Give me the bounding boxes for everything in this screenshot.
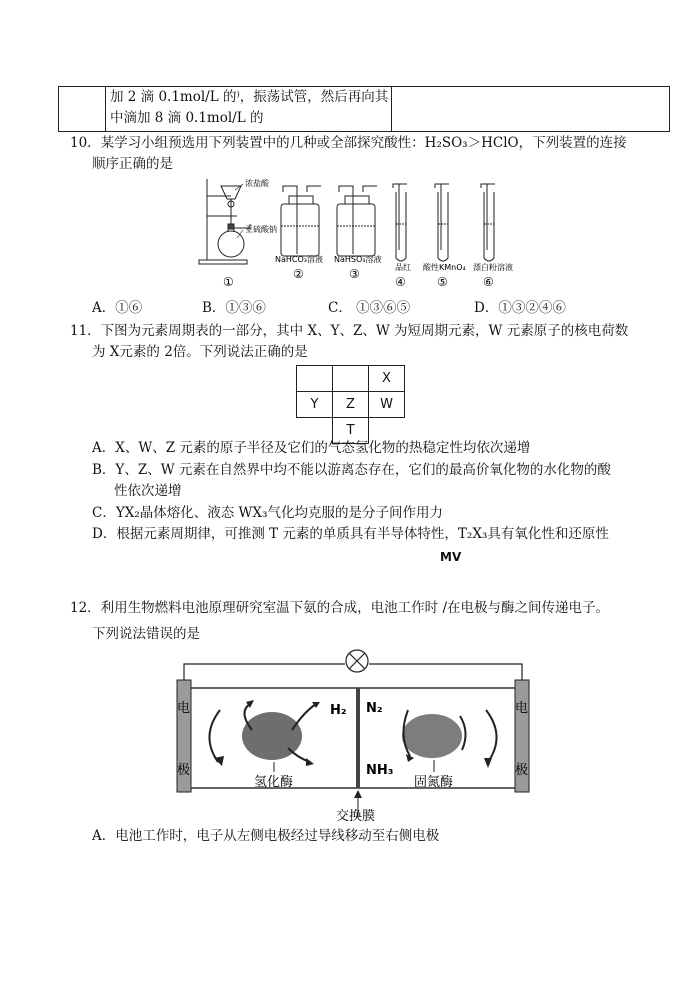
label-nahso3: NaHSO₃溶液: [334, 255, 382, 264]
apparatus-num-6: ⑥: [483, 275, 494, 289]
q11-option-c: C．YX₂晶体熔化、液态 WX₃气化均克服的是分子间作用力: [92, 505, 443, 521]
q10-option-b: B．①③⑥: [202, 300, 266, 316]
exchange-membrane: [356, 688, 360, 788]
apparatus-2-wash-bottle: [281, 186, 321, 256]
pt-cell-x: X: [369, 366, 405, 392]
label-nitrogenase: 固氮酶: [414, 775, 454, 790]
right-electrode-char1: 电: [515, 701, 529, 716]
label-pinhong: 品红: [395, 263, 411, 272]
left-electrode-char1: 电: [177, 701, 191, 716]
q12-fuel-cell-diagram: [170, 646, 540, 826]
mv-mark: MV: [440, 550, 462, 564]
apparatus-num-2: ②: [293, 267, 304, 281]
q11-option-d: D．根据元素周期律，可推测 T 元素的单质具有半导体特性，T₂X₃具有氧化性和还原性: [92, 526, 609, 542]
apparatus-4-test-tube: [393, 184, 407, 261]
apparatus-num-4: ④: [395, 275, 406, 289]
table-cell-text: [106, 87, 392, 132]
label-bleach: 漂白粉溶液: [473, 263, 513, 272]
label-membrane: 交换膜: [336, 809, 376, 824]
apparatus-num-3: ③: [349, 267, 360, 281]
q12-option-a: A．电池工作时，电子从左侧电极经过导线移动至右侧电极: [92, 828, 440, 844]
q11-stem-line1: 11．下图为元素周期表的一部分，其中 X、Y、Z、W 为短周期元素，W 元素原子的核电荷数: [70, 323, 629, 339]
pt-cell-z: Z: [333, 392, 369, 418]
q10-stem-line1: 10．某学习小组预选用下列装置中的几种或全部探究酸性：H₂SO₃＞HClO，下列装置的连接: [70, 135, 627, 151]
pt-cell: [333, 366, 369, 392]
q10-option-c: C． ①③⑥⑤: [328, 300, 411, 316]
q11-stem-line2: 为 X元素的 2倍。下列说法正确的是: [92, 344, 308, 360]
top-table-fragment: [58, 86, 670, 132]
label-hydrogenase: 氢化酶: [254, 775, 294, 790]
left-electrode-char2: 极: [177, 763, 191, 778]
pt-cell-w: W: [369, 392, 405, 418]
periodic-table-fragment: [296, 365, 405, 444]
apparatus-6-test-tube: [481, 184, 495, 261]
table-cell-line2: 中滴加 8 滴 0.1mol/L 的: [110, 110, 264, 126]
label-conc-hcl: 浓盐酸: [245, 179, 269, 188]
nitrogenase-blob: [402, 714, 462, 758]
pt-cell-t: T: [333, 418, 369, 444]
label-sodium-sulfite: 亚硫酸钠: [245, 225, 277, 234]
table-cell-empty: [59, 87, 106, 132]
apparatus-num-5: ⑤: [437, 275, 448, 289]
q11-option-b-line2: 性依次递增: [114, 483, 182, 499]
label-nh3: NH₃: [366, 763, 394, 778]
q12-stem-line2: 下列说法错误的是: [92, 626, 200, 642]
label-h2: H₂: [330, 703, 347, 718]
table-cell-line1: 加 2 滴 0.1mol/L 的⁾，振荡试管，然后再向其: [110, 89, 389, 105]
pt-cell-y: Y: [297, 392, 333, 418]
q10-option-d: D．①③②④⑥: [474, 300, 566, 316]
q10-option-a: A．①⑥: [92, 300, 143, 316]
label-kmno4: 酸性KMnO₄: [423, 263, 466, 272]
q12-stem-line1: 12．利用生物燃料电池原理研究室温下氨的合成，电池工作时 /在电极与酶之间传递电子。: [70, 600, 610, 616]
apparatus-num-1: ①: [223, 275, 234, 289]
label-nahco3: NaHCO₃溶液: [275, 255, 323, 264]
q11-option-b-line1: B．Y、Z、W 元素在自然界中均不能以游离态存在，它们的最高价氧化物的水化物的酸: [92, 462, 611, 478]
table-cell-empty-right: [392, 87, 670, 132]
apparatus-5-test-tube: [435, 184, 449, 261]
q10-apparatus-figure: [195, 174, 525, 294]
q10-stem-line2: 顺序正确的是: [92, 156, 173, 172]
apparatus-1-generator: [199, 179, 250, 264]
q11-option-a: A．X、W、Z 元素的原子半径及它们的气态氢化物的热稳定性均依次递增: [92, 440, 531, 456]
pt-cell: [297, 366, 333, 392]
label-n2: N₂: [366, 701, 383, 716]
apparatus-3-wash-bottle: [337, 186, 377, 256]
right-electrode-char2: 极: [515, 763, 529, 778]
